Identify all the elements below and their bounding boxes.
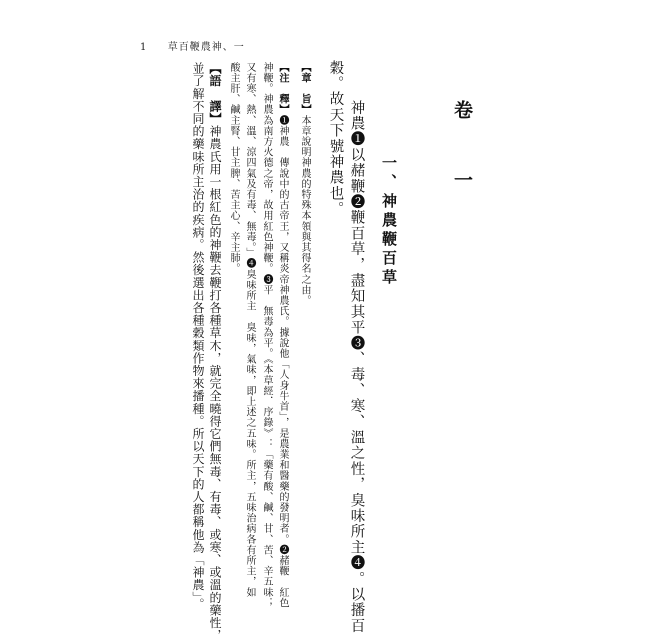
notes-text: ❶神農 傳說中的古帝王，又稱炎帝神農氏。據說他「人身牛首」，是農業和醫藥的發明者。❷赭鞭 紅色 xyxy=(277,115,288,609)
translation-label: 【語 譯】 xyxy=(208,62,222,125)
notes-label: 【注 釋】 xyxy=(277,62,288,115)
notes-line xyxy=(277,62,287,608)
notes-line: 神鞭。神農為南方火德之帝，故用紅色神鞭。❸平 無毒為平。《本草經．序錄》：「藥有酸、鹹、甘、苦、辛五味； xyxy=(261,62,272,609)
page-number: 1 xyxy=(140,42,148,53)
running-title: 草百鞭農神、一 xyxy=(167,42,245,53)
translation-line xyxy=(209,62,221,642)
notes-line: 酸主肝、鹹主腎、甘主脾、苦主心、辛主肺。 xyxy=(228,62,239,274)
volume-title: 卷 一 xyxy=(451,100,473,211)
chapter-aim-text: 本章說明神農的特殊本領與其得名之由。 xyxy=(299,115,310,306)
notes-line: 又有寒、熱、溫、涼四氣及有毒、無毒。」❹臭味所主 臭味，氣味，即上述之五味。所主，五味治病各有所主，如 xyxy=(244,62,255,598)
chapter-aim-label: 【章 旨】 xyxy=(299,62,310,115)
main-text-line: 穀。故天下號神農也。 xyxy=(327,60,344,217)
main-text-line: 神農❶以赭鞭❷鞭百草，盡知其平❸、毒、寒、溫之性，臭味所主❹。以播百 xyxy=(348,100,365,634)
translation-line: 並了解不同的藥味所主治的疾病。然後選出各種穀類作物來播種。所以天下的人都稱他為「神農」。 xyxy=(191,62,205,611)
translation-text: 神農氏用一根紅色的神鞭去鞭打各種草木，就完全曉得它們無毒、有毒、或寒、或溫的藥性， xyxy=(208,125,222,642)
running-header xyxy=(140,38,245,53)
chapter-title: 一、神農鞭百草 xyxy=(380,155,398,288)
chapter-aim xyxy=(299,62,309,306)
